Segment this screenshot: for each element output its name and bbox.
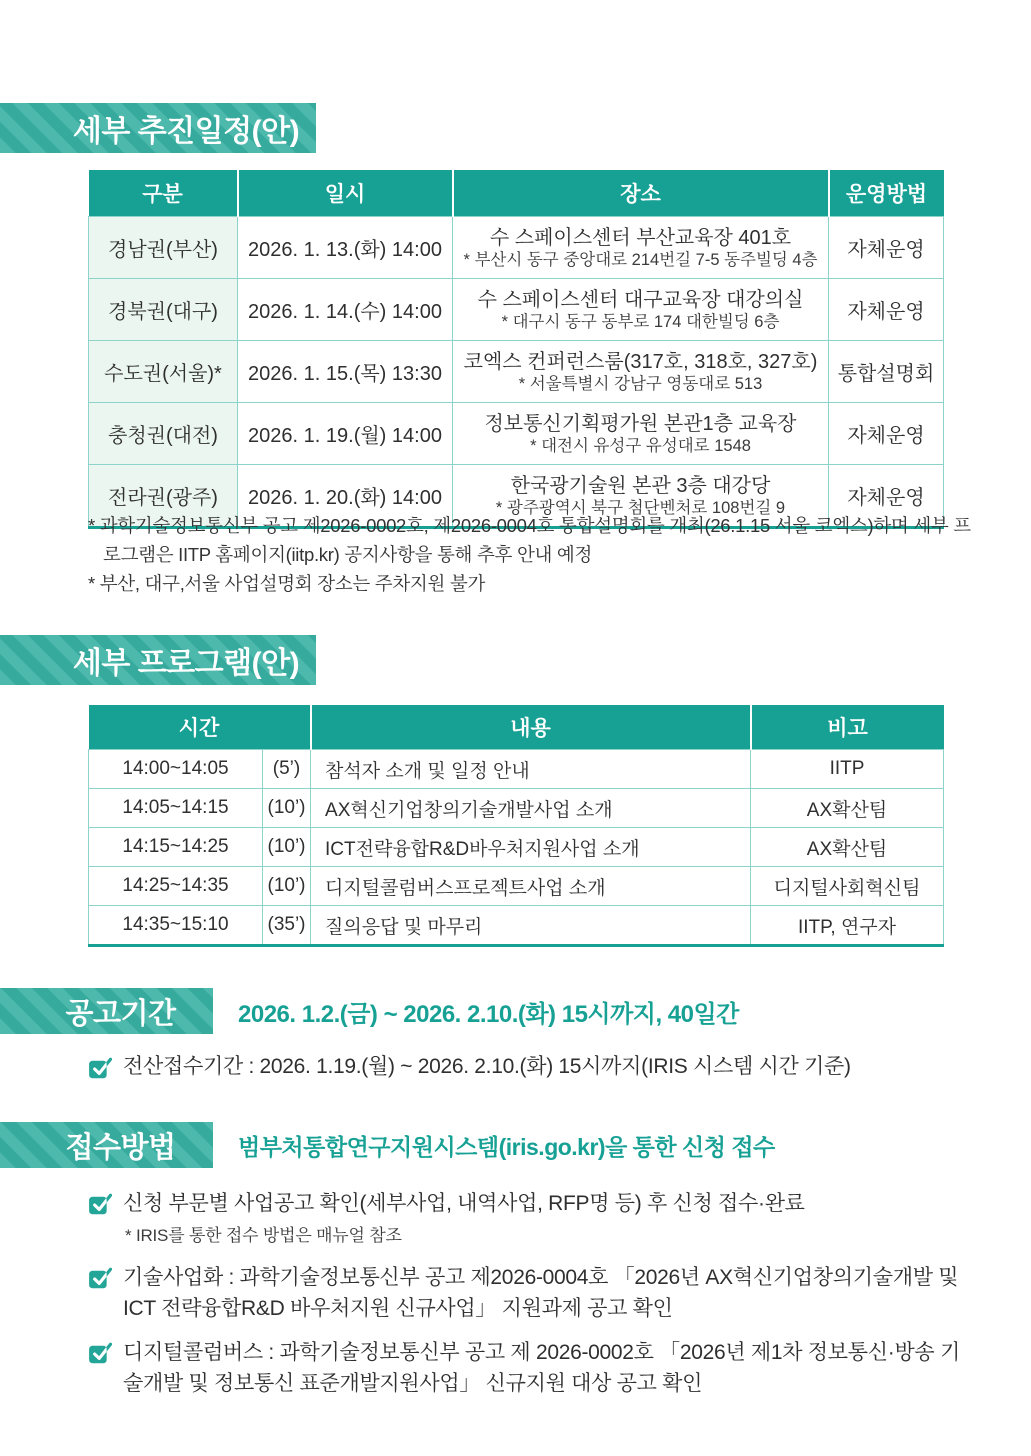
table-row (89, 828, 944, 867)
table-row (89, 867, 944, 906)
section-banner-schedule (0, 103, 316, 153)
column-header-region: 구분 (89, 170, 238, 217)
note-cell: AX확산팀 (751, 828, 944, 867)
section-banner-program (0, 635, 316, 685)
method-cell: 자체운영 (829, 217, 944, 279)
announcement-period-value: 2026. 1.2.(금) ~ 2026. 2.10.(화) 15시까지, 40일간 (238, 1000, 739, 1028)
datetime-cell: 2026. 1. 20.(화) 14:00 (238, 465, 453, 528)
footnote: * 과학기술정보통신부 공고 제2026-0002호, 제2026-0004호 통합설명회를 개최(26.1.15 서울 코엑스)하며 세부 프로그램은 IITP 홈페이지(iitp.kr) 공지사항을 통해 추후 안내 예정 (88, 515, 971, 565)
duration-cell: (10’) (263, 867, 311, 906)
table-row (89, 789, 944, 828)
region-cell: 경북권(대구) (89, 279, 238, 341)
datetime-cell: 2026. 1. 15.(목) 13:30 (238, 341, 453, 403)
column-header-time: 시간 (89, 705, 311, 750)
place-name: 코엑스 컨퍼런스룸(317호, 318호, 327호) (463, 350, 818, 373)
place-address: * 광주광역시 북구 첨단벤처로 108번길 9 (495, 498, 786, 517)
section-title-application-method: 접수방법 (65, 1131, 176, 1164)
datetime-cell: 2026. 1. 19.(월) 14:00 (238, 403, 453, 465)
note-cell: 디지털사회혁신팀 (751, 867, 944, 906)
table-row (89, 750, 944, 789)
checkbox-check-icon (88, 1055, 112, 1079)
table-row (89, 279, 944, 341)
table-row (89, 906, 944, 946)
time-cell: 14:15~14:25 (89, 828, 263, 867)
place-cell (453, 341, 829, 403)
note-cell: AX확산팀 (751, 789, 944, 828)
content-cell: 참석자 소개 및 일정 안내 (311, 750, 751, 789)
datetime-cell: 2026. 1. 13.(화) 14:00 (238, 217, 453, 279)
schedule-table-header-row (89, 170, 944, 217)
place-name: 정보통신기획평가원 본관1층 교육장 (484, 412, 797, 435)
content-cell: AX혁신기업창의기술개발사업 소개 (311, 789, 751, 828)
note-cell: IITP (751, 750, 944, 789)
section-banner-application-method (0, 1122, 213, 1168)
program-table (88, 705, 944, 947)
checkbox-check-icon (88, 1265, 112, 1289)
section-banner-announcement-period (0, 988, 213, 1034)
place-name: 한국광기술원 본관 3층 대강당 (510, 474, 771, 497)
region-cell: 수도권(서울)* (89, 341, 238, 403)
section-title-announcement-period: 공고기간 (65, 997, 176, 1030)
electronic-submission-period-text: 전산접수기간 : 2026. 1.19.(월) ~ 2026. 2.10.(화) 15시까지(IRIS 시스템 시간 기준) (123, 1055, 851, 1078)
method-cell: 자체운영 (829, 403, 944, 465)
method-cell: 자체운영 (829, 465, 944, 528)
place-address: * 대전시 유성구 유성대로 1548 (530, 436, 751, 455)
column-header-content: 내용 (311, 705, 751, 750)
content-cell: 디지털콜럼버스프로젝트사업 소개 (311, 867, 751, 906)
duration-cell: (10’) (263, 828, 311, 867)
program-table-header-row (89, 705, 944, 750)
table-row (89, 217, 944, 279)
place-cell (453, 403, 829, 465)
region-cell: 경남권(부산) (89, 217, 238, 279)
place-cell (453, 279, 829, 341)
datetime-cell: 2026. 1. 14.(수) 14:00 (238, 279, 453, 341)
time-cell: 14:00~14:05 (89, 750, 263, 789)
list-item-note: * IRIS를 통한 접수 방법은 매뉴얼 참조 (125, 1226, 402, 1245)
list-item (88, 1188, 964, 1219)
announcement-period-row (0, 988, 739, 1034)
duration-cell: (35’) (263, 906, 311, 946)
column-header-datetime: 일시 (238, 170, 453, 217)
note-cell: IITP, 연구자 (751, 906, 944, 946)
duration-cell: (10’) (263, 789, 311, 828)
application-method-list (88, 1188, 964, 1399)
column-header-method: 운영방법 (829, 170, 944, 217)
place-name: 수 스페이스센터 대구교육장 대강의실 (477, 288, 804, 311)
time-cell: 14:25~14:35 (89, 867, 263, 906)
region-cell: 충청권(대전) (89, 403, 238, 465)
footnote: * 부산, 대구,서울 사업설명회 장소는 주차지원 불가 (88, 573, 486, 594)
checkbox-check-icon (88, 1340, 112, 1364)
section-title-program: 세부 프로그램(안) (72, 647, 300, 680)
section-title-schedule: 세부 추진일정(안) (72, 115, 300, 148)
time-cell: 14:35~15:10 (89, 906, 263, 946)
table-row (89, 341, 944, 403)
list-item (88, 1337, 964, 1399)
checkbox-check-icon (88, 1191, 112, 1215)
list-item (88, 1262, 964, 1324)
schedule-footnotes (88, 511, 976, 598)
list-item-text: 기술사업화 : 과학기술정보통신부 공고 제2026-0004호 「2026년 AX혁신기업창의기술개발 및 ICT 전략융합R&D 바우처지원 신규사업」 지원과제 공고 확인 (123, 1266, 959, 1320)
time-cell: 14:05~14:15 (89, 789, 263, 828)
place-address: * 서울특별시 강남구 영동대로 513 (518, 374, 763, 393)
application-method-row (0, 1122, 775, 1168)
column-header-place: 장소 (453, 170, 829, 217)
table-row (89, 403, 944, 465)
electronic-submission-period-item (88, 1052, 968, 1082)
list-item-text: 신청 부문별 사업공고 확인(세부사업, 내역사업, RFP명 등) 후 신청 접수·완료 (123, 1192, 805, 1215)
application-method-value: 범부처통합연구지원시스템(iris.go.kr)을 통한 신청 접수 (238, 1133, 775, 1160)
content-cell: 질의응답 및 마무리 (311, 906, 751, 946)
method-cell: 통합설명회 (829, 341, 944, 403)
place-name: 수 스페이스센터 부산교육장 401호 (489, 226, 792, 249)
region-cell: 전라권(광주) (89, 465, 238, 528)
place-cell (453, 217, 829, 279)
list-item-text: 디지털콜럼버스 : 과학기술정보통신부 공고 제 2026-0002호 「2026년 제1차 정보통신·방송 기술개발 및 정보통신 표준개발지원사업」 신규지원 대상 공고 확인 (123, 1341, 960, 1395)
schedule-table (88, 170, 944, 529)
method-cell: 자체운영 (829, 279, 944, 341)
content-cell: ICT전략융합R&D바우처지원사업 소개 (311, 828, 751, 867)
column-header-note: 비고 (751, 705, 944, 750)
duration-cell: (5’) (263, 750, 311, 789)
place-address: * 대구시 동구 동부로 174 대한빌딩 6층 (501, 312, 780, 331)
place-address: * 부산시 동구 중앙대로 214번길 7-5 동주빌딩 4층 (463, 250, 818, 269)
